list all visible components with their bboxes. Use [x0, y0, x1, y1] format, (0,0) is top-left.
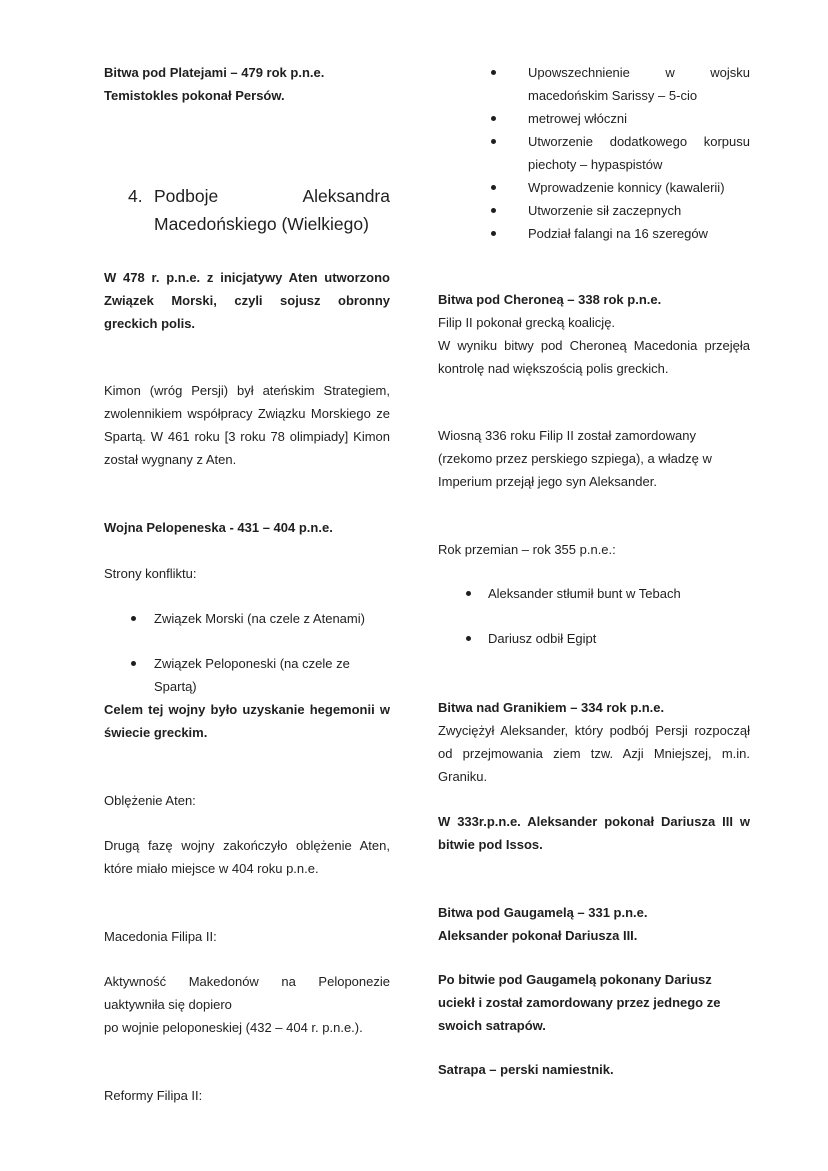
macedonia-label: Macedonia Filipa II:	[104, 929, 217, 944]
plataje-text: Temistokles pokonał Persów.	[104, 88, 285, 103]
satrapa-definition: Satrapa – perski namiestnik.	[438, 1062, 614, 1077]
gaugamela-text: Aleksander pokonał Dariusza III.	[438, 928, 638, 943]
przemian-label: Rok przemian – rok 355 p.n.e.:	[438, 542, 616, 557]
list-item: Podział falangi na 16 szeregów	[438, 222, 750, 245]
list-item: Utworzenie dodatkowego korpusu piechoty – hypaspistów	[438, 130, 750, 176]
filip-paragraph	[438, 424, 750, 493]
granik-title: Bitwa nad Granikiem – 334 rok p.n.e.	[438, 700, 665, 715]
plataje-title: Bitwa pod Platejami – 479 rok p.n.e.	[104, 65, 325, 80]
cheronea-block	[438, 288, 750, 380]
reformy-list	[438, 61, 750, 245]
gaugamela-block	[438, 901, 750, 947]
aktywnosc-line2: po wojnie peloponeskiej (432 – 404 r. p.n.e.).	[104, 1020, 363, 1035]
list-item: Związek Morski (na czele z Atenami)	[104, 607, 390, 630]
list-item: Związek Peloponeski (na czele ze Spartą)	[104, 652, 390, 698]
cel-wojny-paragraph: Celem tej wojny było uzyskanie hegemonii w świecie greckim.	[104, 702, 390, 740]
dariusz-line2: uciekł i został zamordowany przez jednego ze	[438, 995, 721, 1010]
heading-title	[154, 182, 390, 238]
heading-number: 4.	[128, 186, 143, 206]
reform-item1-word3: wojsku	[710, 65, 750, 80]
cheronea-line2: W wyniku bitwy pod Cheroneą Macedonia przejęła kontrolę nad większością polis greckich.	[438, 338, 750, 376]
filip-line2: (rzekomo przez perskiego szpiega), a władzę w	[438, 451, 712, 466]
wojna-title: Wojna Pelopeneska - 431 – 404 p.n.e.	[104, 520, 333, 535]
filip-line1: Wiosną 336 roku Filip II został zamordowany	[438, 428, 696, 443]
filip-line3: Imperium przejął jego syn Aleksander.	[438, 474, 657, 489]
reform-item1-word2: w	[665, 65, 675, 80]
dariusz-paragraph	[438, 968, 750, 1037]
list-item: metrowej włóczni	[438, 107, 750, 130]
aktywnosc-line1: Aktywność Makedonów na Peloponezie uaktywniła się dopiero	[104, 974, 390, 1012]
reform-item1-line2: macedońskim Sarissy – 5-cio	[528, 88, 698, 103]
oblezenie-label: Oblężenie Aten:	[104, 793, 196, 808]
kimon-paragraph: Kimon (wróg Persji) był ateńskim Strategiem, zwolennikiem współpracy Związku Morskiego ze Spartą. W 461 roku [3 roku 78 olimpiady] Kimon został wygnany z Aten.	[104, 383, 390, 467]
aktywnosc-paragraph	[104, 970, 390, 1039]
list-item: Aleksander stłumił bunt w Tebach	[438, 582, 750, 605]
list-item	[438, 61, 750, 107]
heading-line2: Macedońskiego (Wielkiego)	[154, 214, 369, 234]
dariusz-line1: Po bitwie pod Gaugamelą pokonany Dariusz	[438, 972, 712, 987]
zwiazek-morski-paragraph: W 478 r. p.n.e. z inicjatywy Aten utworzono Związek Morski, czyli sojusz obronny greckich polis.	[104, 270, 390, 331]
reformy-label: Reformy Filipa II:	[104, 1088, 203, 1103]
dariusz-line3: swoich satrapów.	[438, 1018, 546, 1033]
issos-paragraph: W 333r.p.n.e. Aleksander pokonał Dariusza III w bitwie pod Issos.	[438, 814, 750, 852]
przemian-list	[438, 582, 750, 672]
cheronea-title: Bitwa pod Cheroneą – 338 rok p.n.e.	[438, 292, 662, 307]
heading-word1: Podboje	[154, 186, 219, 206]
oblezenie-paragraph: Drugą fazę wojny zakończyło oblężenie Aten, które miało miejsce w 404 roku p.n.e.	[104, 838, 390, 876]
section-heading	[104, 182, 390, 238]
granik-block	[438, 696, 750, 788]
list-item: Dariusz odbił Egipt	[438, 627, 750, 650]
heading-word2: Aleksandra	[302, 186, 390, 206]
reform-item1-word1: Upowszechnienie	[528, 65, 630, 80]
list-item: Wprowadzenie konnicy (kawalerii)	[438, 176, 750, 199]
cheronea-line1: Filip II pokonał grecką koalicję.	[438, 315, 616, 330]
gaugamela-title: Bitwa pod Gaugamelą – 331 p.n.e.	[438, 905, 648, 920]
granik-text: Zwyciężył Aleksander, który podbój Persji rozpoczął od przejmowania ziem tzw. Azji Mniejszej, m.in. Graniku.	[438, 723, 750, 784]
strony-label: Strony konfliktu:	[104, 566, 197, 581]
list-item: Utworzenie sił zaczepnych	[438, 199, 750, 222]
plataje-block	[104, 61, 390, 107]
